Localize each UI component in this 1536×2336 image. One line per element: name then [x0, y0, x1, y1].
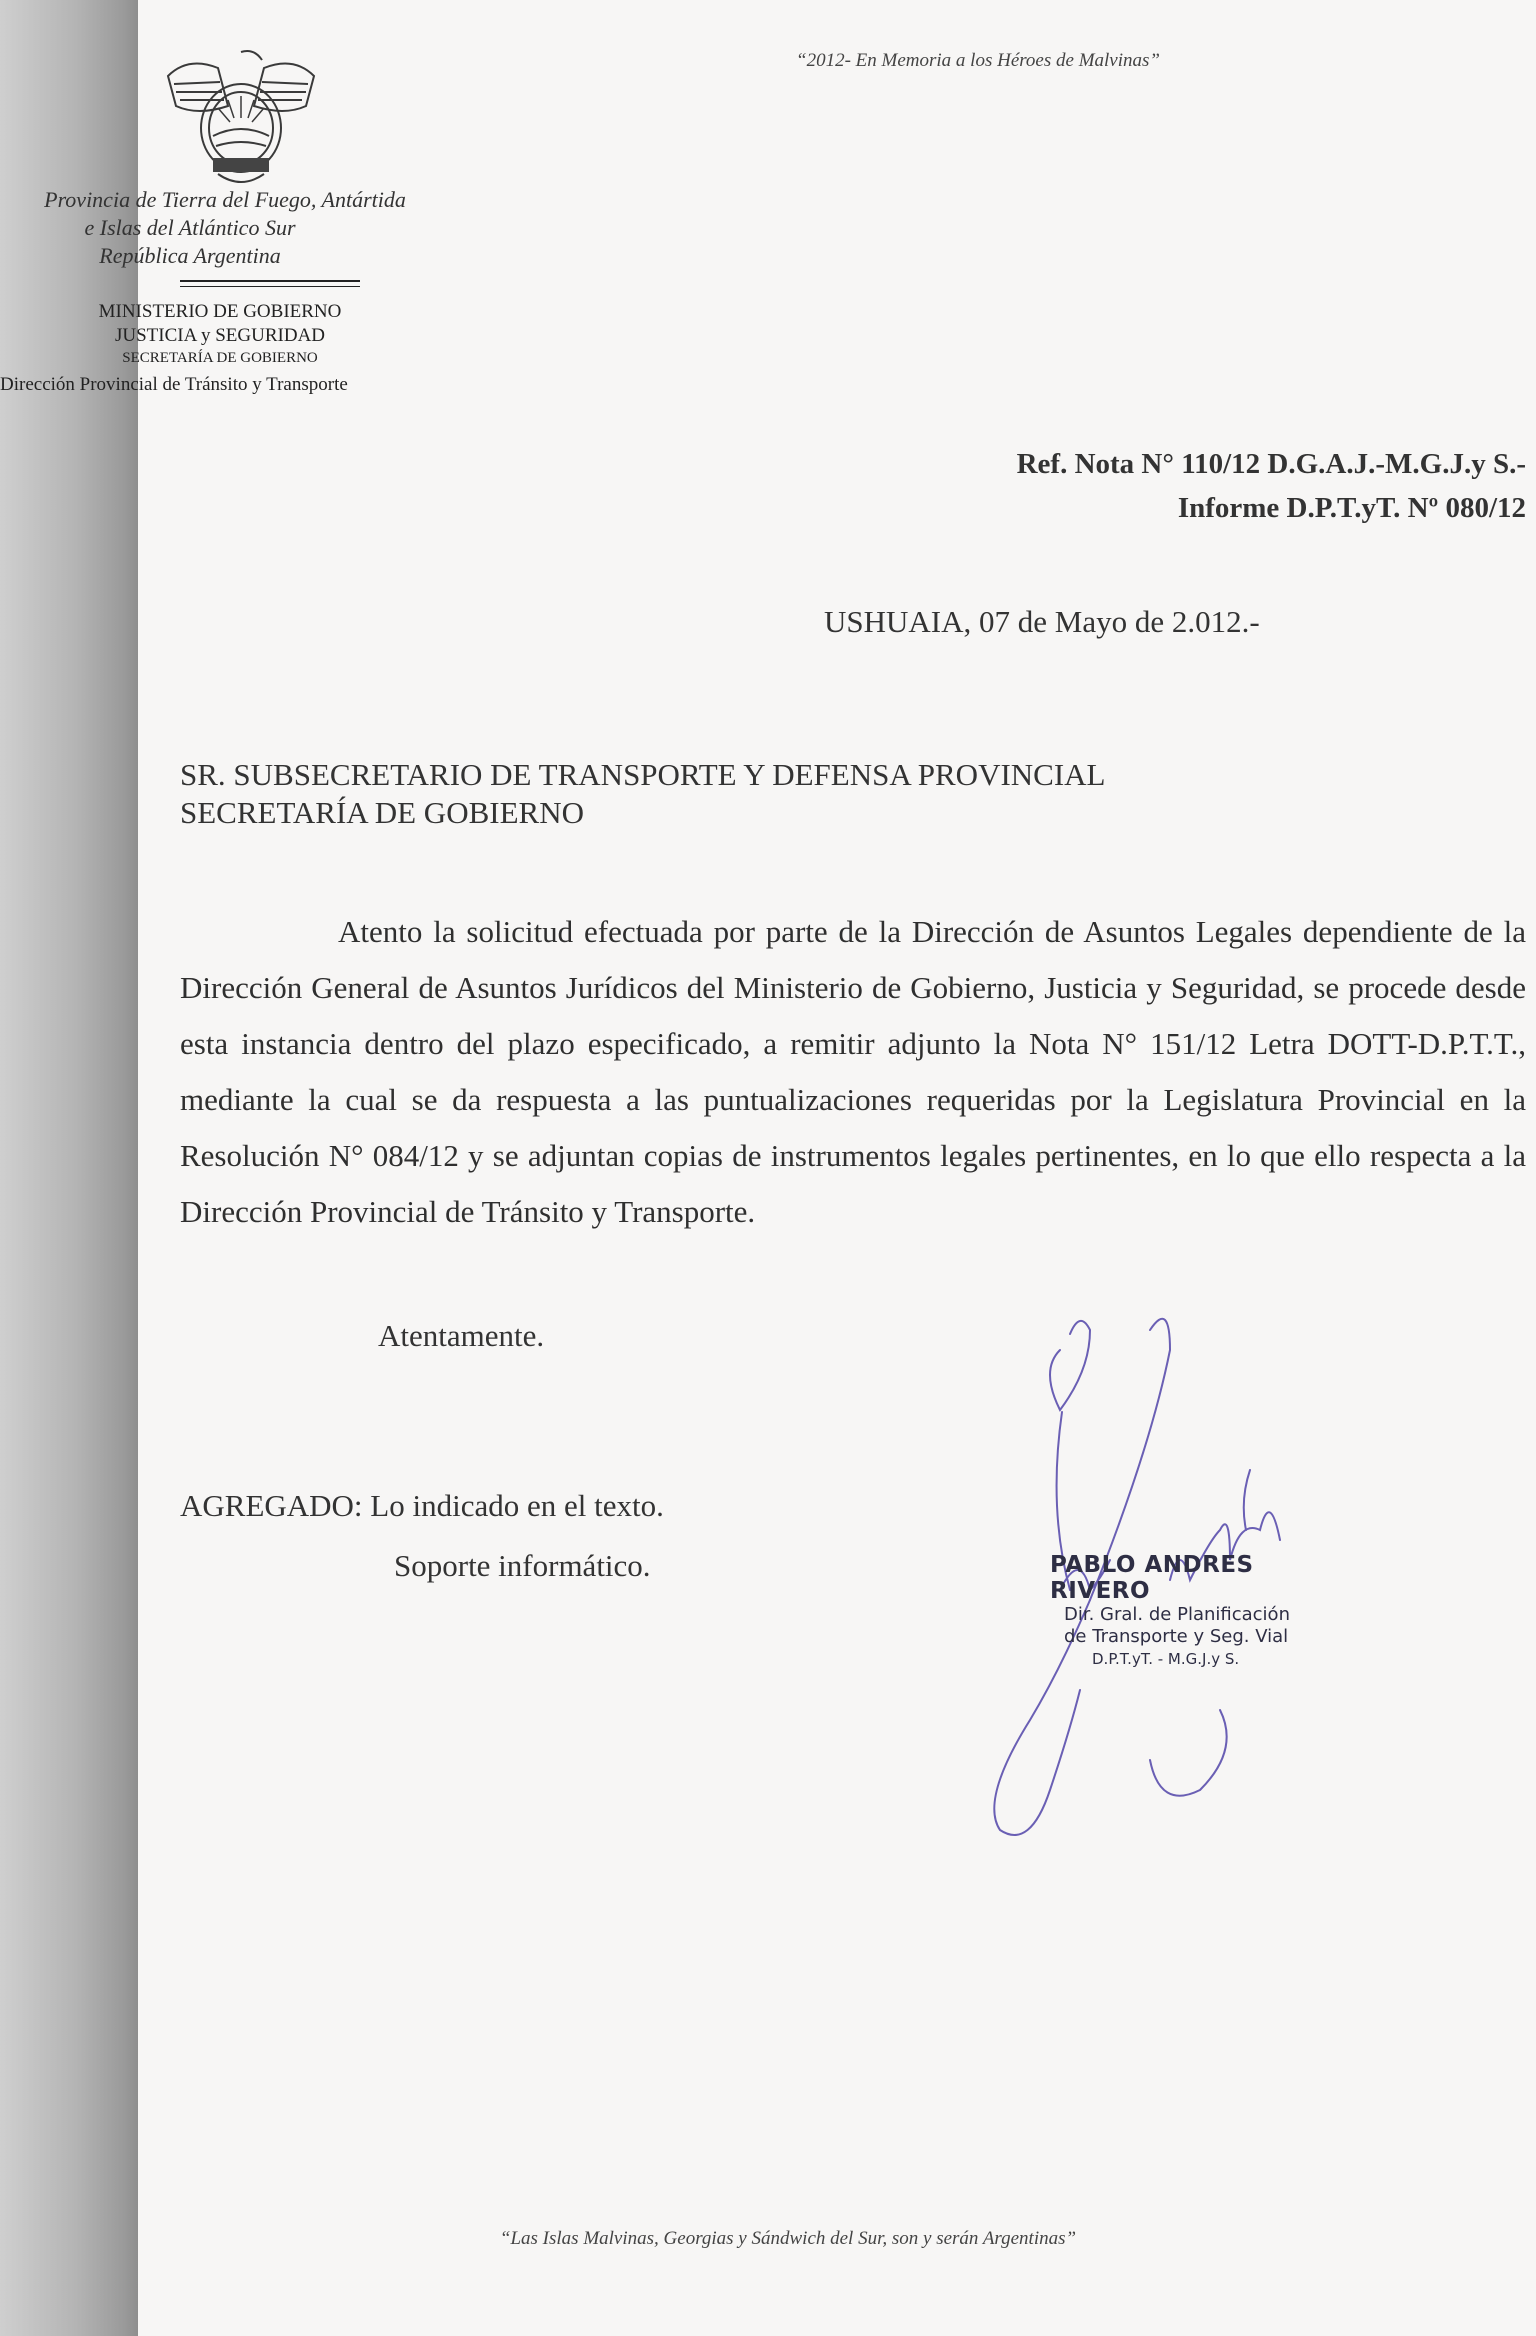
ministry-line-2: JUSTICIA y SEGURIDAD — [114, 325, 326, 346]
attachments-line-2: Soporte informático. — [394, 1548, 651, 1583]
addressee-line-2: SECRETARÍA DE GOBIERNO — [180, 795, 584, 830]
ministry-block — [0, 300, 440, 368]
province-crest-icon — [158, 46, 324, 196]
reference-line-1: Ref. Nota N° 110/12 D.G.A.J.-M.G.J.y S.- — [1016, 448, 1526, 480]
closing-line: Atentamente. — [378, 1318, 545, 1353]
body-paragraph: Atento la solicitud efectuada por parte de la Dirección de Asuntos Legales dependiente de la Dirección General de Asuntos Jurídicos del Ministerio de Gobierno, Justicia y Seguridad, se procede desde esta instancia dentro del plazo especificado, a remitir adjunto la Nota N° 151/12 Letra DOTT-D.P.T.T., mediante la cual se da respuesta a las puntualizaciones requeridas por la Legislatura Provincial en la Resolución N° 084/12 y se adjuntan copias de instrumentos legales pertinentes, en lo que ello respecta a la Dirección Provincial de Tránsito y Transporte. — [180, 914, 1526, 1229]
province-name-line-1: Provincia de Tierra del Fuego, Antártida — [44, 187, 406, 212]
stamp-title-line-3: D.P.T.yT. - M.G.J.y S. — [1092, 1650, 1240, 1668]
addressee-line-1: SR. SUBSECRETARIO DE TRANSPORTE Y DEFENSA PROVINCIAL — [180, 757, 1106, 792]
header-rule — [180, 280, 360, 282]
signature-stamp — [1050, 1552, 1340, 1670]
stamp-title-line-2: de Transporte y Seg. Vial — [1064, 1626, 1289, 1647]
date-line: USHUAIA, 07 de Mayo de 2.012.- — [824, 604, 1260, 639]
stamp-name: PABLO ANDRES RIVERO — [1050, 1552, 1254, 1604]
header-rule-thin — [180, 286, 360, 287]
bottom-motto: “Las Islas Malvinas, Georgias y Sándwich del Sur, son y serán Argentinas” — [499, 2228, 1077, 2249]
province-header — [0, 186, 480, 270]
reference-block — [1017, 442, 1526, 530]
top-motto: “2012- En Memoria a los Héroes de Malvinas” — [796, 50, 1160, 71]
ministry-line-1: MINISTERIO DE GOBIERNO — [98, 301, 342, 322]
province-name-line-2: e Islas del Atlántico Sur — [84, 215, 296, 240]
ministry-line-3: SECRETARÍA DE GOBIERNO — [122, 350, 318, 366]
attachments-line-1: AGREGADO: Lo indicado en el texto. — [180, 1488, 664, 1523]
reference-line-2: Informe D.P.T.yT. Nº 080/12 — [1177, 492, 1526, 524]
stamp-title-line-1: Dir. Gral. de Planificación — [1064, 1604, 1290, 1625]
addressee-block — [180, 756, 1106, 832]
ministry-line-4: Dirección Provincial de Tránsito y Transporte — [0, 374, 348, 395]
province-name-line-3: República Argentina — [99, 243, 281, 268]
